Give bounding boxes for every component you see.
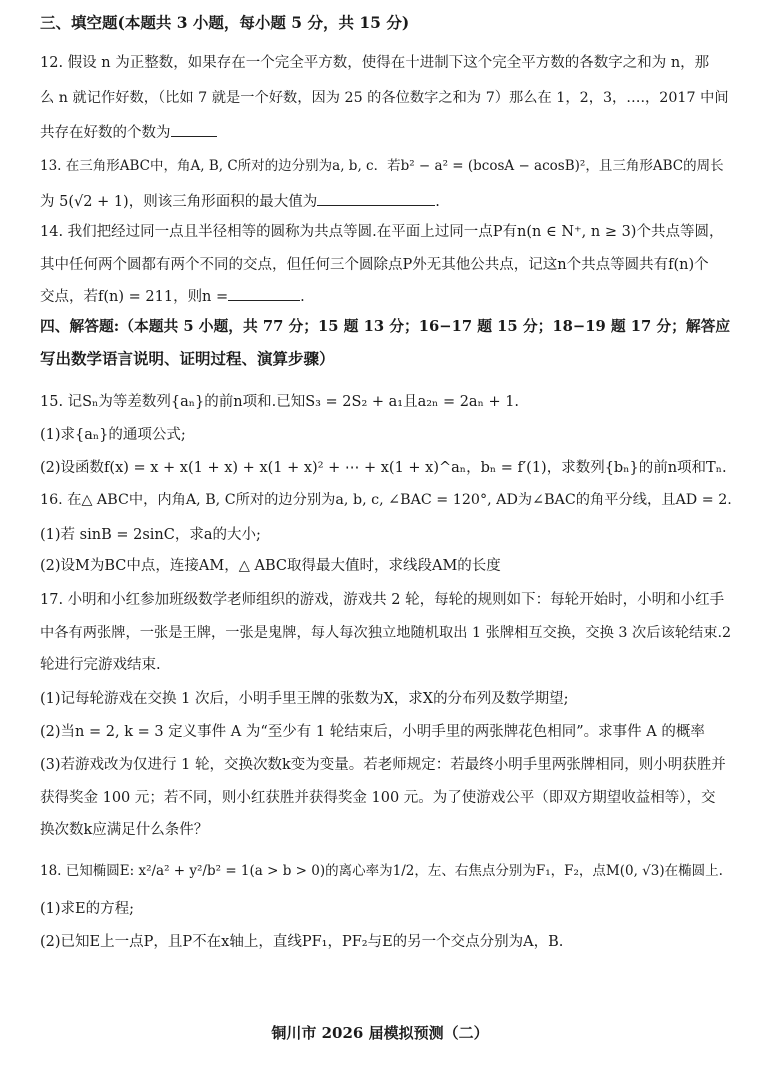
q14-line-2: 其中任何两个圆都有两个不同的交点，但任何三个圆除点P外无其他公共点，记这n个共点等圆共有f(n)个 — [40, 257, 709, 273]
q14-line-1: 14. 我们把经过同一点且半径相等的圆称为共点等圆.在平面上过同一点P有n(n ∈ N⁺, n ≥ 3)个共点等圆， — [40, 224, 724, 240]
q12-line-2: 么 n 就记作好数，（比如 7 就是一个好数，因为 25 的各位数字之和为 7）那么在 1，2，3，….，2017 中间 — [40, 90, 729, 106]
q17-part-3-line-1: (3)若游戏改为仅进行 1 轮，交换次数k变为变量。若老师规定：若最终小明手里两张牌相同，则小明获胜并 — [40, 757, 726, 773]
q15-stem: 15. 记Sₙ为等差数列{aₙ}的前n项和.已知S₃ = 2S₂ + a₁且a₂ₙ = 2aₙ + 1. — [40, 394, 520, 410]
q16-part-1: (1)若 sinB = 2sinC，求a的大小; — [40, 527, 261, 543]
q14-line-3 — [40, 285, 732, 308]
q13-line-2-end: . — [435, 194, 440, 210]
q17-line-1: 17. 小明和小红参加班级数学老师组织的游戏，游戏共 2 轮，每轮的规则如下：每轮开始时，小明和小红手 — [40, 592, 725, 608]
q18-part-2: (2)已知E上一点P，且P不在x轴上，直线PF₁，PF₂与E的另一个交点分别为A，B. — [40, 934, 564, 950]
section-4-heading-line-1: 四、解答题:（本题共 5 小题，共 77 分；15 题 13 分；16−17 题 15 分；18−19 题 17 分；解答应 — [40, 318, 731, 335]
q13-line-2 — [40, 190, 732, 213]
q12-line-3 — [40, 121, 732, 144]
q16-part-2: (2)设M为BC中点，连接AM，△ ABC取得最大值时，求线段AM的长度 — [40, 558, 501, 574]
q15-part-2: (2)设函数f(x) = x + x(1 + x) + x(1 + x)² + ⋯ + x(1 + x)^aₙ，bₙ = f′(1)，求数列{bₙ}的前n项和Tₙ. — [40, 460, 727, 476]
q12-answer-blank[interactable] — [171, 121, 217, 137]
q14-line-3-end: . — [300, 289, 305, 305]
q14-line-3-text: 交点，若f(n) = 211，则n = — [40, 289, 229, 305]
q12-line-1: 12. 假设 n 为正整数，如果存在一个完全平方数，使得在十进制下这个完全平方数的各数字之和为 n，那 — [40, 55, 710, 71]
section-4-heading-line-2: 写出数学语言说明、证明过程、演算步骤） — [40, 349, 335, 368]
q17-line-2: 中各有两张牌，一张是王牌，一张是鬼牌，每人每次独立地随机取出 1 张牌相互交换，交换 3 次后该轮结束.2 — [40, 625, 732, 641]
q18-part-1: (1)求E的方程; — [40, 901, 135, 917]
q12-line-3-text: 共存在好数的个数为 — [40, 125, 171, 141]
section-3-heading: 三、填空题(本题共 3 小题，每小题 5 分，共 15 分) — [40, 13, 410, 32]
q16-stem: 16. 在△ ABC中，内角A, B, C所对的边分别为a, b, c, ∠BAC = 120°, AD为∠BAC的角平分线，且AD = 2. — [40, 492, 732, 508]
q13-line-1: 13. 在三角形ABC中，角A, B, C所对的边分别为a, b, c．若b² − a² = (bcosA − acosB)²，且三角形ABC的周长 — [40, 158, 724, 174]
q14-answer-blank[interactable] — [228, 285, 300, 301]
q17-part-1: (1)记每轮游戏在交换 1 次后，小明手里王牌的张数为X，求X的分布列及数学期望; — [40, 691, 569, 707]
q13-answer-blank[interactable] — [317, 190, 435, 206]
q13-line-2-text: 为 5(√2 + 1)，则该三角形面积的最大值为 — [40, 194, 318, 210]
q17-part-3-line-2: 获得奖金 100 元；若不同，则小红获胜并获得奖金 100 元。为了使游戏公平（即双方期望收益相等），交 — [40, 790, 716, 806]
q17-part-3-line-3: 换次数k应满足什么条件？ — [40, 822, 209, 838]
q15-part-1: (1)求{aₙ}的通项公式; — [40, 427, 186, 443]
q18-stem: 18. 已知椭圆E: x²/a² + y²/b² = 1(a > b > 0)的离心率为1/2，左、右焦点分别为F₁，F₂，点M(0, √3)在椭圆上. — [40, 863, 723, 879]
q17-part-2: (2)当n = 2, k = 3 定义事件 A 为“至少有 1 轮结束后，小明手里的两张牌花色相同”。求事件 A 的概率 — [40, 724, 705, 740]
page-footer: 铜川市 2026 届模拟预测（二） — [271, 1024, 489, 1042]
q17-line-3: 轮进行完游戏结束. — [40, 657, 161, 673]
